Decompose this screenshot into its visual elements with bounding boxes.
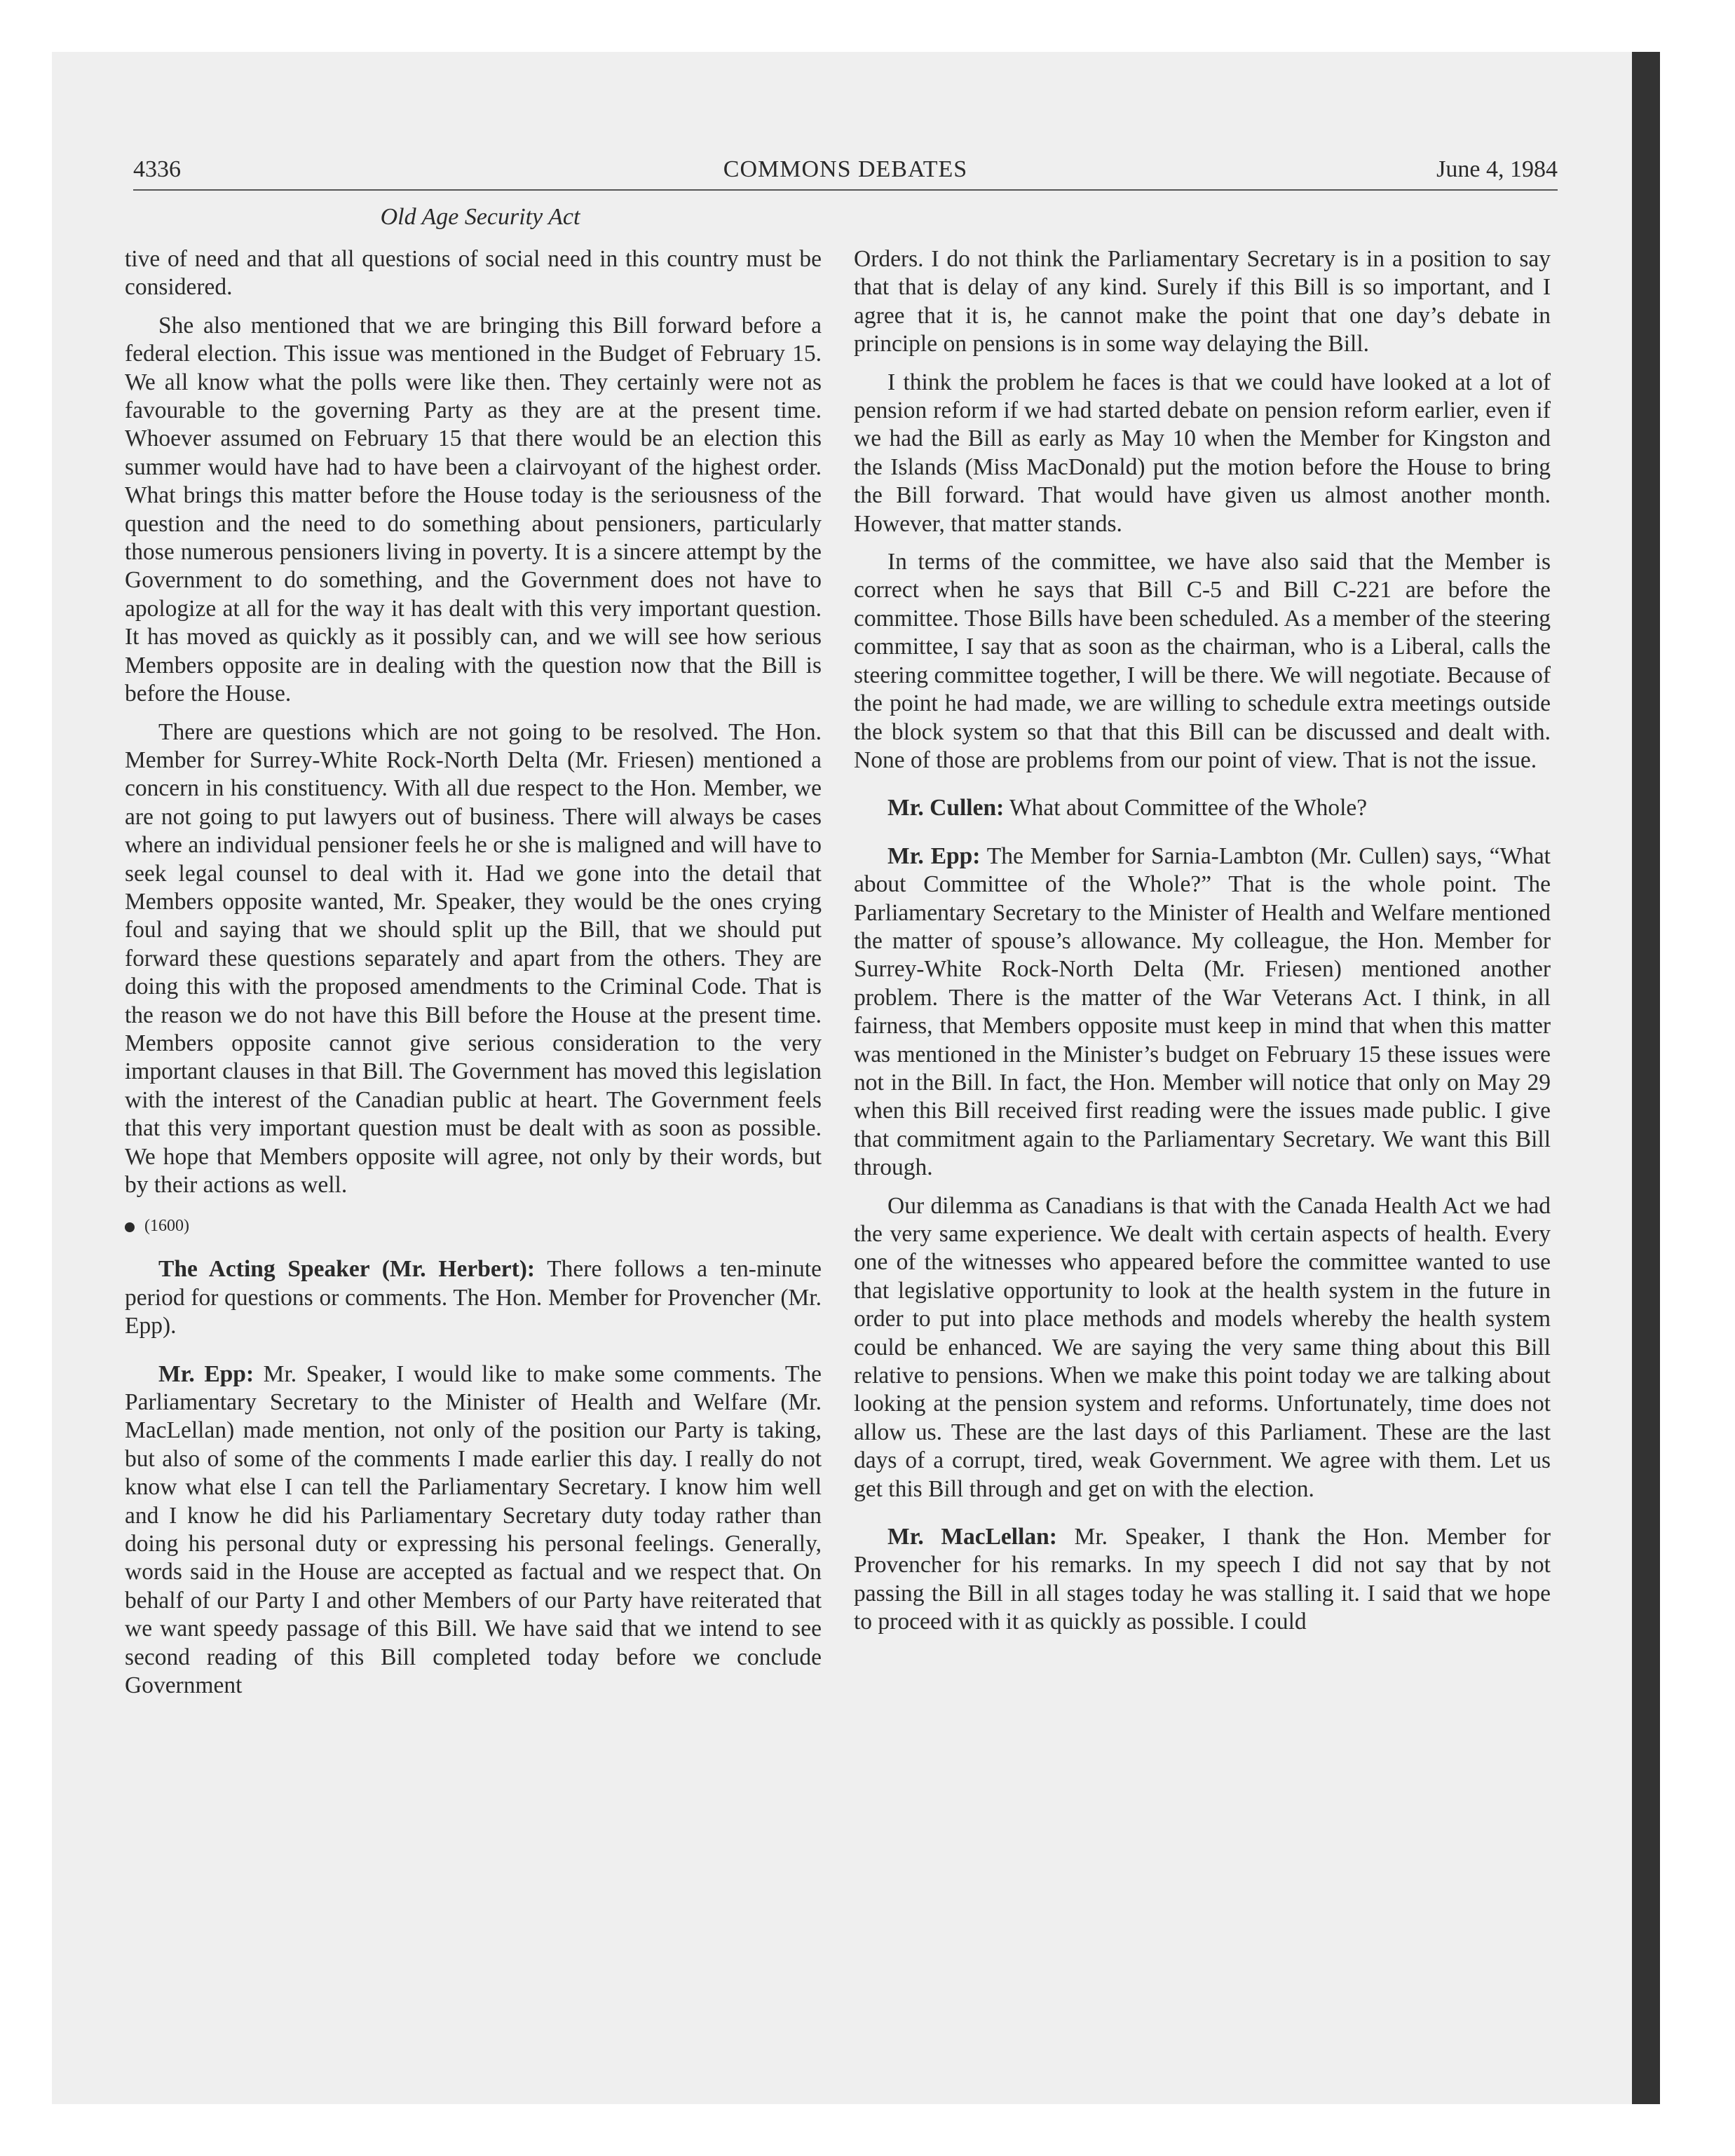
page-number: 4336 xyxy=(133,156,181,182)
paragraph: Orders. I do not think the Parliamentary Secretary is in a position to say that that is delay of any kind. Surely if this Bill is so important, and I agree that it is, he cannot make the point that one day’s debate in principle on pensions is in some way delaying the Bill. xyxy=(854,246,1551,357)
speaker-name: Mr. MacLellan: xyxy=(887,1524,1057,1550)
speech-paragraph xyxy=(125,1360,822,1700)
right-column xyxy=(854,245,1551,1646)
section-title: Old Age Security Act xyxy=(380,204,580,230)
speech-text: Mr. Speaker, I thank the Hon. Member for Provencher for his remarks. In my speech I did not say that by not passing the Bill in all stages today he was stalling it. I said that we hope to proceed with it as quickly as possible. I could xyxy=(854,1524,1551,1635)
speech-text: What about Committee of the Whole? xyxy=(1009,795,1368,821)
speaker-name: Mr. Cullen: xyxy=(887,795,1005,821)
paragraph: There are questions which are not going to be resolved. The Hon. Member for Surrey-White Rock-North Delta (Mr. Friesen) mentioned a concern in his constituency. With all due respect to the Hon. Member, we are not going to put lawyers out of business. There will always be cases where an individual pensioner feels he or she is maligned and will have to seek legal counsel to deal with it. Had we gone into the detail that Members opposite wanted, Mr. Speaker, they would be the ones crying foul and saying that we should split up the Bill, that we should put forward these questions separately and apart from the others. They are doing this with the proposed amendments to the Criminal Code. That is the reason we do not have this Bill before the House at the present time. Members opposite cannot give serious consideration to the very important clauses in that Bill. The Government has moved this legislation with the interest of the Canadian public at heart. The Government feels that this very important question must be dealt with as soon as possible. We hope that Members opposite will agree, not only by their words, but by their actions as well. xyxy=(125,718,822,1198)
speech-paragraph xyxy=(854,842,1551,1182)
paragraph: Our dilemma as Canadians is that with the Canada Health Act we had the very same experience. We dealt with certain aspects of health. Every one of the witnesses who appeared before the committee wanted to use that legislative opportunity to look at the health system in the future in order to put into place methods and models whereby the health system could be enhanced. We are saying the very same thing about this Bill relative to pensions. When we make this point today we are talking about looking at the pension system and reforms. Unfortunately, time does not allow us. These are the last days of this Parliament. These are the last days of a corrupt, tired, weak Government. We agree with them. Let us get this Bill through and get on with the election. xyxy=(854,1192,1551,1502)
speech-paragraph xyxy=(854,794,1551,822)
speaker-name: Mr. Epp: xyxy=(158,1360,254,1387)
left-column xyxy=(125,245,822,1710)
issue-date: June 4, 1984 xyxy=(1436,156,1558,182)
speech-text: The Member for Sarnia-Lambton (Mr. Cullen) says, “What about Committee of the Whole?” That is the whole point. The Parliamentary Secretary to the Minister of Health and Welfare mentioned the matter of spouse’s allowance. My colleague, the Hon. Member for Surrey-White Rock-North Delta (Mr. Friesen) mentioned another problem. There is the matter of the War Veterans Act. I think, in all fairness, that Members opposite must keep in mind that when this matter was mentioned in the Minister’s budget on February 15 these issues were not in the Bill. In fact, the Hon. Member will notice that only on May 29 when this Bill received first reading were the issues made public. I give that commitment again to the Parliamentary Secretary. We want this Bill through. xyxy=(854,842,1551,1181)
speech-text: Mr. Speaker, I would like to make some comments. The Parliamentary Secretary to the Minister of Health and Welfare (Mr. MacLellan) made mention, not only of the position our Party is taking, but also of some of the comments I made earlier this day. I really do not know what else I can tell the Parliamentary Secretary. I know him well and I know he did his Parliamentary Secretary duty today rather than doing his personal duty or expressing his personal feelings. Generally, words said in the House are accepted as factual and we respect that. On behalf of our Party I and other Members of our Party have reiterated that we want speedy passage of this Bill. We have said that we intend to see second reading of this Bill completed today before we conclude Government xyxy=(125,1360,822,1699)
paragraph: I think the problem he faces is that we could have looked at a lot of pension reform if we had started debate on pension reform earlier, even if we had the Bill as early as May 10 when the Member for Kingston and the Islands (Miss MacDonald) put the motion before the House to bring the Bill forward. That would have given us almost another month. However, that matter stands. xyxy=(854,369,1551,537)
paragraph: She also mentioned that we are bringing this Bill forward before a federal election. This issue was mentioned in the Budget of February 15. We all know what the polls were like then. They certainly were not as favourable to the governing Party as they are at the present time. Whoever assumed on February 15 that there would be an election this summer would have had to have been a clairvoyant of the highest order. What brings this matter before the House today is the seriousness of the question and the need to do something about pensioners, particularly those numerous pensioners living in poverty. It is a sincere attempt by the Government to do something, and the Government does not have to apologize at all for the way it has dealt with this very important question. It has moved as quickly as it possibly can, and we will see how serious Members opposite are in dealing with the question now that the Bill is before the House. xyxy=(125,312,822,707)
speaker-name: Mr. Epp: xyxy=(887,842,981,869)
page-header xyxy=(133,153,1558,191)
time-marker-text: (1600) xyxy=(144,1217,189,1236)
time-marker xyxy=(125,1213,822,1239)
speech-paragraph xyxy=(854,1523,1551,1637)
speech-paragraph xyxy=(125,1255,822,1340)
journal-title: COMMONS DEBATES xyxy=(723,156,968,182)
speaker-name: The Acting Speaker (Mr. Herbert): xyxy=(158,1256,536,1283)
scan-edge-shadow xyxy=(1632,52,1660,2104)
paragraph: tive of need and that all questions of social need in this country must be considered. xyxy=(125,246,822,301)
paragraph: In terms of the committee, we have also said that the Member is correct when he says that Bill C-5 and Bill C-221 are before the committee. Those Bills have been scheduled. As a member of the steering committee, I say that as soon as the chairman, who is a Liberal, calls the steering committee together, I will be there. We will negotiate. Because of the point he had made, we are willing to schedule extra meetings outside the block system so that that this Bill can be discussed and dealt with. None of those are problems from our point of view. That is not the issue. xyxy=(854,549,1551,773)
bullet-icon xyxy=(125,1222,135,1232)
speech-text: There follows a ten-minute period for questions or comments. The Hon. Member for Provencher (Mr. Epp). xyxy=(125,1256,822,1339)
